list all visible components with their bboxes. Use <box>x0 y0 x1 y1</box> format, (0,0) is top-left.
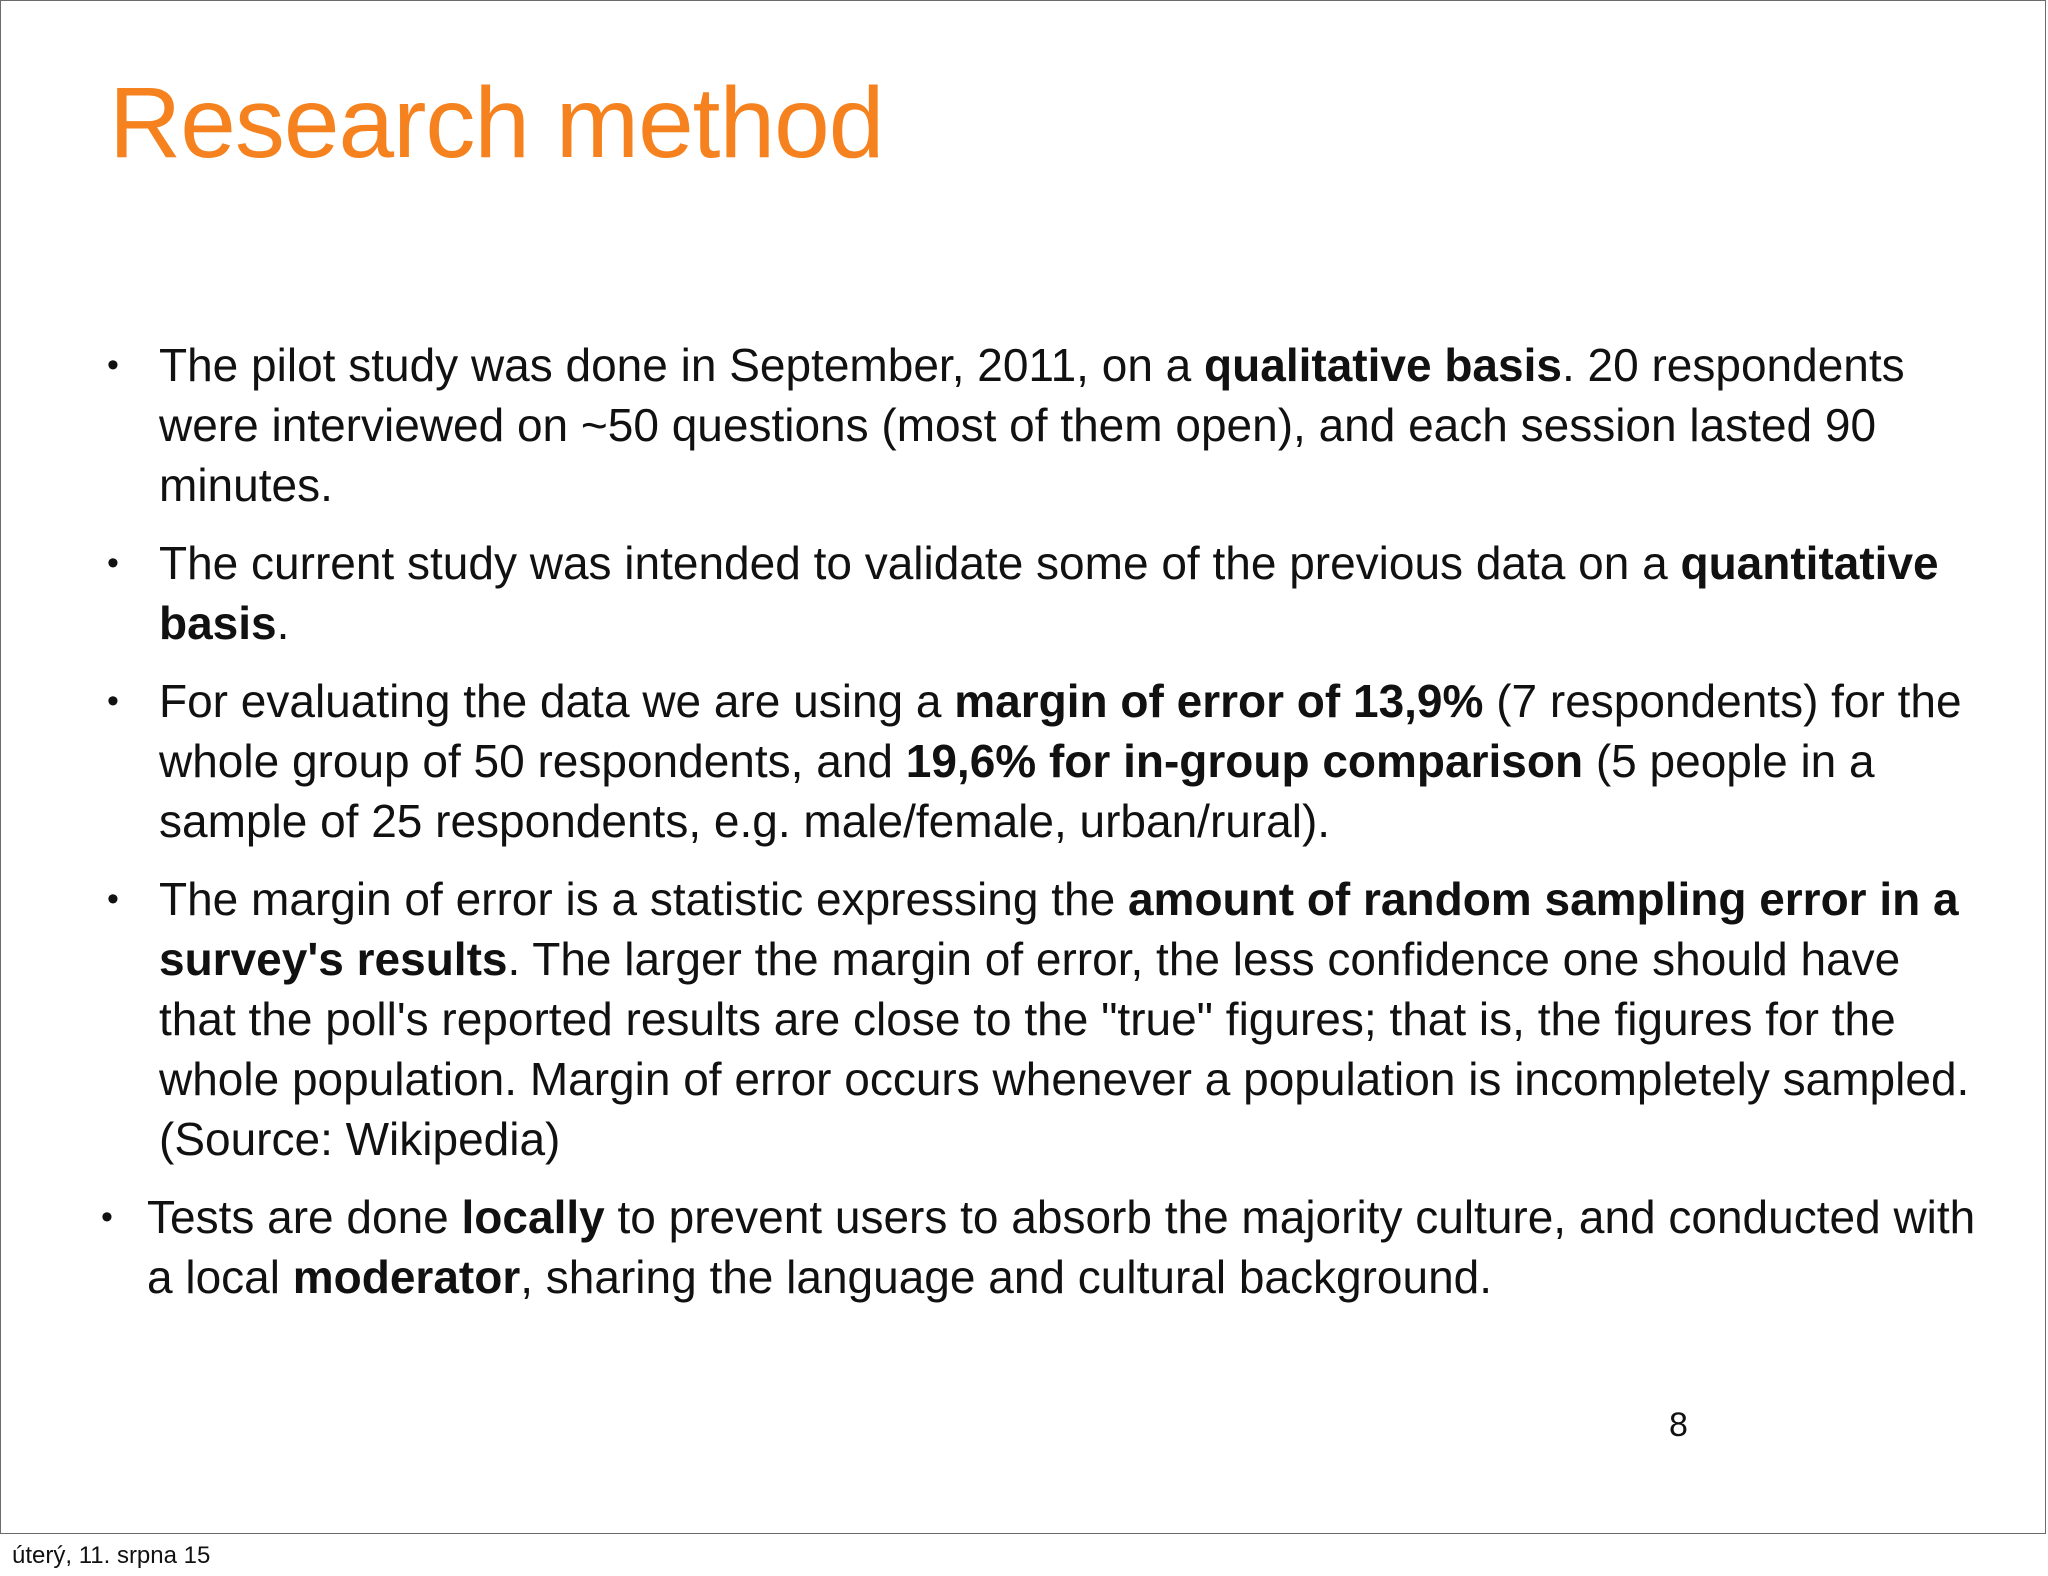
slide-title: Research method <box>109 67 884 179</box>
text-segment: The margin of error is a statistic expressing the <box>159 873 1128 925</box>
bold-segment: locally <box>461 1191 605 1243</box>
text-segment: , sharing the language and cultural background. <box>520 1251 1493 1303</box>
page-number: 8 <box>1669 1406 1688 1444</box>
date-footer: úterý, 11. srpna 15 <box>12 1542 211 1569</box>
text-segment: Tests are done <box>147 1191 462 1243</box>
bullet-item <box>101 671 1981 851</box>
bullet-marker: • <box>101 1198 113 1236</box>
bullet-item <box>101 869 1981 1169</box>
bullet-text <box>147 1191 1975 1303</box>
text-segment: The pilot study was done in September, 2011, on a <box>159 339 1205 391</box>
bold-segment: qualitative basis <box>1204 339 1562 391</box>
bullet-item <box>101 335 1981 515</box>
bullet-marker: • <box>107 682 119 720</box>
bold-segment: margin of error of 13,9% <box>954 675 1484 727</box>
bullet-text <box>159 537 1939 649</box>
bold-segment: moderator <box>292 1251 521 1303</box>
text-segment: . The larger the margin of error, the less confidence one should have that the poll's reported results are close to the "true" figures; that is, the figures for the whole population. Margin of error occurs whenever a population is incompletely sampled. (Source: Wikipedia) <box>159 933 1970 1165</box>
text-segment: . 20 respondents were interviewed on ~50 questions (most of them open), and each session lasted 90 minutes. <box>159 339 1905 511</box>
text-segment: For evaluating the data we are using a <box>159 675 955 727</box>
bullet-text <box>159 675 1962 847</box>
bullet-text <box>159 873 1969 1165</box>
bullet-text <box>159 339 1905 511</box>
bullet-item <box>101 533 1981 653</box>
bold-segment: amount of random sampling error in a survey's results <box>159 873 1959 985</box>
bullet-list <box>101 335 1981 1325</box>
bullet-marker: • <box>107 880 119 918</box>
text-segment: . <box>276 597 290 649</box>
text-segment: (7 respondents) for the whole group of 50 respondents, and <box>159 675 1962 787</box>
text-segment: (5 people in a sample of 25 respondents, e.g. male/female, urban/rural). <box>159 735 1875 847</box>
bullet-item <box>95 1187 1981 1307</box>
text-segment: to prevent users to absorb the majority culture, and conducted with a local <box>147 1191 1976 1303</box>
bullet-marker: • <box>107 346 119 384</box>
bold-segment: quantitative basis <box>159 537 1939 649</box>
text-segment: The current study was intended to validate some of the previous data on a <box>159 537 1681 589</box>
bold-segment: 19,6% for in-group comparison <box>905 735 1584 787</box>
bullet-marker: • <box>107 544 119 582</box>
